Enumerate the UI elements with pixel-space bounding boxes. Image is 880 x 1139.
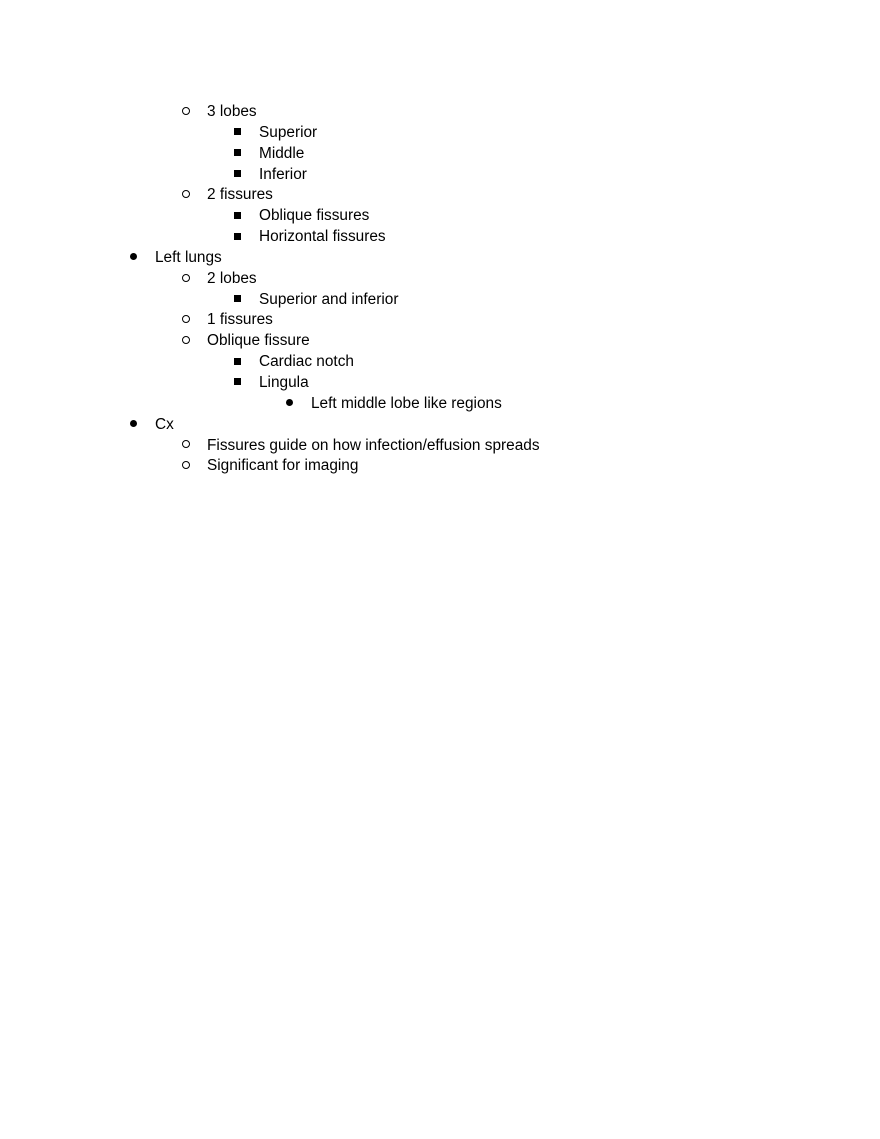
list-item-text: 3 lobes <box>207 103 257 120</box>
list-item <box>0 144 880 165</box>
list-item <box>0 290 880 311</box>
square-bullet-icon <box>227 290 247 311</box>
hollow-circle-bullet-icon <box>176 310 196 331</box>
list-item <box>0 206 880 227</box>
hollow-circle-bullet-icon <box>176 331 196 352</box>
list-item-text: Oblique fissure <box>207 332 310 350</box>
filled-dot-bullet-icon <box>279 394 299 415</box>
list-item <box>0 248 880 269</box>
list-item-text: Oblique fissures <box>259 207 370 225</box>
list-item-text: Horizontal fissures <box>259 228 386 246</box>
list-item-text: 1 fissures <box>207 311 273 329</box>
list-item <box>0 331 880 352</box>
list-item <box>0 394 880 415</box>
list-item <box>0 227 880 248</box>
square-bullet-icon <box>227 165 247 186</box>
hollow-circle-bullet-icon <box>176 102 196 123</box>
hollow-circle-bullet-icon <box>176 185 196 206</box>
hollow-circle-bullet-icon <box>176 436 196 457</box>
list-item-text: Cardiac notch <box>259 353 354 371</box>
square-bullet-icon <box>227 352 247 373</box>
list-item-text: Cx <box>155 415 174 433</box>
list-item <box>0 415 880 436</box>
list-item-text: Left lungs <box>155 248 222 266</box>
square-bullet-icon <box>227 144 247 165</box>
list-item <box>0 373 880 394</box>
square-bullet-icon <box>227 227 247 248</box>
list-item-text: Left middle lobe like regions <box>311 394 502 412</box>
list-item-text: Inferior <box>259 165 307 183</box>
list-item <box>0 456 880 477</box>
square-bullet-icon <box>227 373 247 394</box>
list-item-text: 2 fissures <box>207 186 273 204</box>
list-item <box>0 310 880 331</box>
list-item <box>0 123 880 144</box>
list-item-text: Middle <box>259 144 305 162</box>
list-item <box>0 352 880 373</box>
hollow-circle-bullet-icon <box>176 456 196 477</box>
list-item-text: 2 lobes <box>207 269 257 287</box>
list-item-text: Superior <box>259 123 318 141</box>
hollow-circle-bullet-icon <box>176 269 196 290</box>
list-item-text: Lingula <box>259 373 309 391</box>
list-item-text: Significant for imaging <box>207 457 359 475</box>
square-bullet-icon <box>227 206 247 227</box>
list-item-text: Fissures guide on how infection/effusion spreads <box>207 436 540 454</box>
filled-dot-bullet-icon <box>123 415 143 436</box>
bulleted-outline <box>0 102 880 477</box>
list-item <box>0 436 880 457</box>
list-item <box>0 269 880 290</box>
list-item <box>0 102 880 123</box>
filled-dot-bullet-icon <box>123 248 143 269</box>
list-item <box>0 185 880 206</box>
square-bullet-icon <box>227 123 247 144</box>
list-item <box>0 165 880 186</box>
list-item-text: Superior and inferior <box>259 290 399 308</box>
